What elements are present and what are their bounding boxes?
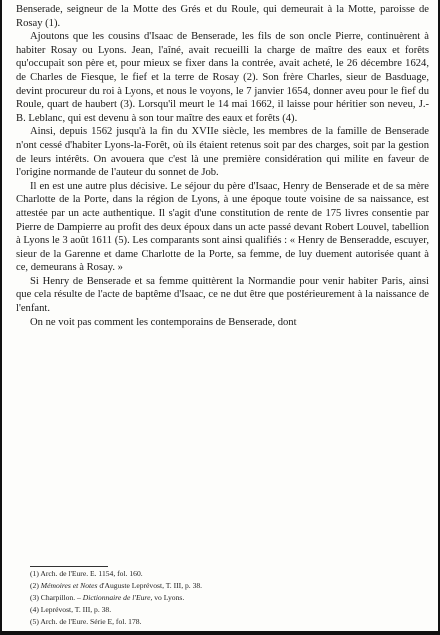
footnote-3 xyxy=(30,592,430,604)
footnote-mark: (1) xyxy=(30,569,39,578)
scan-bottom-edge xyxy=(2,631,440,635)
footnotes xyxy=(30,568,430,628)
paragraph-4: Il en est une autre plus décisive. Le séjour du père d'Isaac, Henry de Benserade et de sa mère Charlotte de la Porte, dans la région de Lyons, à une époque toute voisine de sa naissance, est attestée par un acte authentique. Il s'agit d'une constitution de rente de 175 livres consentie par Pierre de Dampierre au profit des deux époux dans un acte passé devant Robert Louvel, tabellion à Lyons le 3 août 1611 (5). Les comparants sont ainsi qualifiés : « Henry de Benseradde, escuyer, sieur de la Garenne et dame Charlotte de la Porte, sa femme, de luy duement autorisée quant à ce, demeurans à Rosay. » xyxy=(16,180,429,274)
paragraph-3: Ainsi, depuis 1562 jusqu'à la fin du XVIIe siècle, les membres de la famille de Benserade n'ont cessé d'habiter Lyons-la-Forêt, où ils étaient retenus soit par des charges, soit par la gestion de leurs intérêts. On avouera que c'est là une première considération qui milite en faveur de l'origine normande de l'auteur du sonnet de Job. xyxy=(16,126,429,179)
paragraph-5: Si Henry de Benserade et sa femme quittèrent la Normandie pour venir habiter Paris, ainsi que cela résulte de l'acte de baptême d'Isaac, ce ne dut être que postérieurement à la naissance de l'enfant. xyxy=(16,275,429,315)
paragraph-1: Benserade, seigneur de la Motte des Grés et du Roule, qui demeurait à la Motte, paroisse de Rosay (1). xyxy=(16,4,429,29)
footnote-2 xyxy=(30,580,430,592)
footnote-5 xyxy=(30,616,430,628)
footnote-divider xyxy=(30,566,108,567)
footnote-mark: (5) xyxy=(30,617,39,626)
footnote-mark: (4) xyxy=(30,605,39,614)
footnote-text: vo Lyons. xyxy=(152,593,185,602)
footnote-1 xyxy=(30,568,430,580)
footnote-mark: (2) xyxy=(30,581,39,590)
body-text xyxy=(16,3,429,329)
footnote-text: Charpillon. – xyxy=(40,593,83,602)
footnote-title: Mémoires et Notes xyxy=(40,581,98,590)
footnote-4 xyxy=(30,604,430,616)
paragraph-2: Ajoutons que les cousins d'Isaac de Benserade, les fils de son oncle Pierre, continuèrent à habiter Rosay ou Lyons. Jean, l'aîné, avait recueilli la charge de maître des eaux et forêts qu'occupait son père et, pour mieux se fixer dans la contrée, avait acheté, le 26 décembre 1624, de Charles de Fiesque, le fief et la terre de Rosay (2). Son frère Charles, sieur de Basduage, devint procureur du roi à Lyons, et nous le voyons, le 7 janvier 1654, donner aveu pour le fief du Roule, quart de haubert (3). Lorsqu'il meurt le 14 mai 1662, il laisse pour héritier son neveu, J.-B. Leblanc, qui est devenu à son tour maître des eaux et forêts (4). xyxy=(16,31,429,124)
paragraph-6: On ne voit pas comment les contemporains de Benserade, dont xyxy=(30,316,297,328)
footnote-text: Leprévost, T. III, p. 38. xyxy=(40,605,112,614)
footnote-mark: (3) xyxy=(30,593,39,602)
footnote-text: Arch. de l'Eure. E. 1154, fol. 160. xyxy=(40,569,143,578)
footnote-text: d'Auguste Leprévost, T. III, p. 38. xyxy=(97,581,203,590)
footnote-text: Arch. de l'Eure. Série E, fol. 178. xyxy=(40,617,142,626)
footnote-title: Dictionnaire de l'Eure, xyxy=(82,593,153,602)
